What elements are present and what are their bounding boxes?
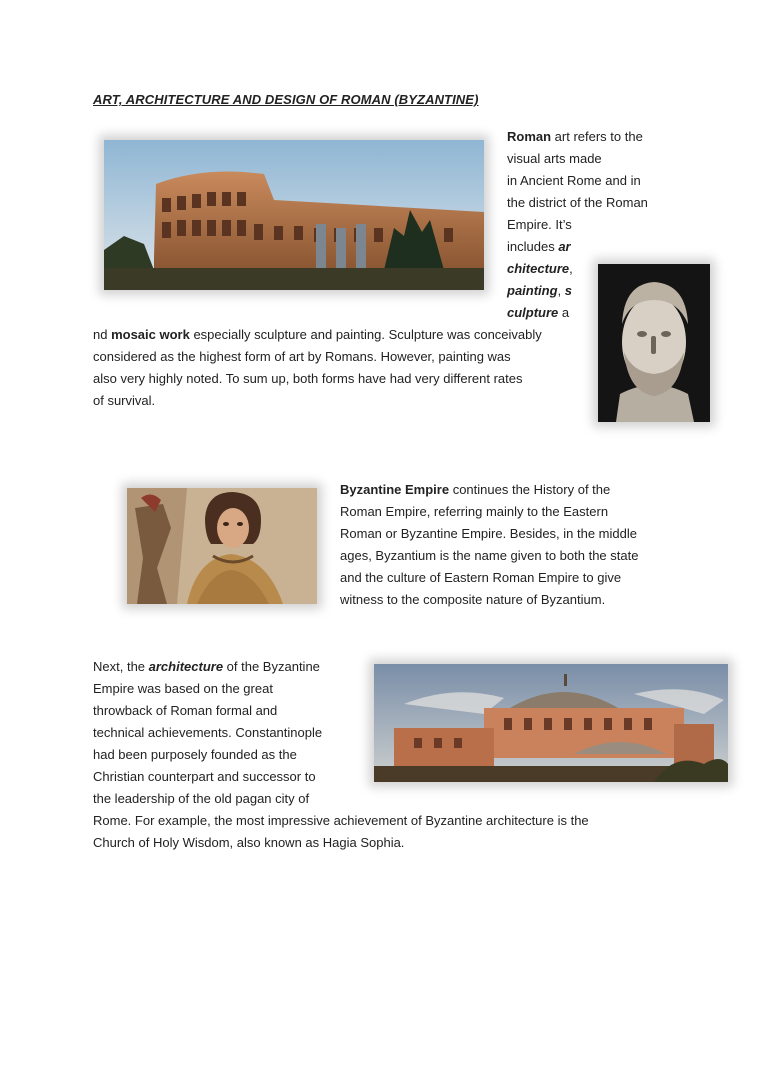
text-run: Empire. It’s xyxy=(507,217,572,232)
text-run: Next, the xyxy=(93,659,149,674)
section1-line xyxy=(507,302,569,324)
text-run: throwback of Roman formal and xyxy=(93,703,278,718)
text-run: had been purposely founded as the xyxy=(93,747,297,762)
text-run: a xyxy=(558,305,570,320)
text-run: , xyxy=(557,283,565,298)
text-run: Byzantine Empire xyxy=(340,482,450,497)
section2-line xyxy=(340,589,605,611)
section1-line xyxy=(93,390,155,412)
text-run: art refers to the xyxy=(551,129,643,144)
text-run: in Ancient Rome and in xyxy=(507,173,641,188)
text-run: visual arts made xyxy=(507,151,602,166)
section3-line xyxy=(93,766,316,788)
text-run: Roman Empire, referring mainly to the Eastern xyxy=(340,504,609,519)
section2-line xyxy=(340,479,610,501)
text-run: witness to the composite nature of Byzantium. xyxy=(340,592,606,607)
section2-line xyxy=(340,567,621,589)
text-run: and the culture of Eastern Roman Empire to give xyxy=(340,570,622,585)
section2-line xyxy=(340,545,638,567)
text-run: includes xyxy=(507,239,559,254)
section3-line xyxy=(93,810,589,832)
hagia-sophia-image xyxy=(374,664,728,782)
section1-line xyxy=(507,258,573,280)
section1-line xyxy=(93,346,511,368)
section1-line xyxy=(507,148,602,170)
section3-line xyxy=(93,744,297,766)
text-run: the district of the Roman xyxy=(507,195,648,210)
text-run: Rome. For example, the most impressive achievement of Byzantine architecture is the xyxy=(93,813,589,828)
text-run: continues the History of the xyxy=(449,482,611,497)
text-run: the leadership of the old pagan city of xyxy=(93,791,310,806)
text-run: nd xyxy=(93,327,112,342)
text-run: considered as the highest form of art by Romans. However, painting was xyxy=(93,349,511,364)
section1-line xyxy=(507,280,572,302)
colosseum-image xyxy=(104,140,484,290)
section1-line xyxy=(507,126,643,148)
section2-line xyxy=(340,523,637,545)
text-run: s xyxy=(564,283,573,298)
section3-line xyxy=(93,678,273,700)
text-run: architecture xyxy=(148,659,224,674)
section3-line xyxy=(93,788,309,810)
section1-line xyxy=(507,170,641,192)
text-run: of the Byzantine xyxy=(223,659,320,674)
section3-line xyxy=(93,656,320,678)
text-run: chitecture xyxy=(507,261,570,276)
section1-line xyxy=(507,192,648,214)
text-run: especially sculpture and painting. Sculpture was conceivably xyxy=(189,327,542,342)
text-run: Roman xyxy=(507,129,552,144)
text-run: ar xyxy=(558,239,571,254)
section1-line xyxy=(507,236,571,258)
text-run: Empire was based on the great xyxy=(93,681,273,696)
text-run: painting xyxy=(507,283,558,298)
text-run: ages, Byzantium is the name given to both the state xyxy=(340,548,639,563)
text-run: Church of Holy Wisdom, also known as Hagia Sophia. xyxy=(93,835,405,850)
byzantine-mosaic-image xyxy=(127,488,317,604)
section3-line xyxy=(93,700,277,722)
section2-line xyxy=(340,501,608,523)
section1-line xyxy=(507,214,572,236)
text-run: technical achievements. Constantinople xyxy=(93,725,323,740)
text-run: also very highly noted. To sum up, both forms have had very different rates xyxy=(93,371,523,386)
text-run: of survival. xyxy=(93,393,156,408)
section3-line xyxy=(93,832,404,854)
roman-bust-image xyxy=(598,264,710,422)
text-run: , xyxy=(569,261,573,276)
section1-line xyxy=(93,324,542,346)
text-run: Roman or Byzantine Empire. Besides, in the middle xyxy=(340,526,637,541)
section3-line xyxy=(93,722,322,744)
text-run: Christian counterpart and successor to xyxy=(93,769,316,784)
text-run: culpture xyxy=(507,305,559,320)
text-run: mosaic work xyxy=(111,327,190,342)
section1-line xyxy=(93,368,522,390)
document-title: ART, ARCHITECTURE AND DESIGN OF ROMAN (BYZANTINE) xyxy=(93,92,479,107)
